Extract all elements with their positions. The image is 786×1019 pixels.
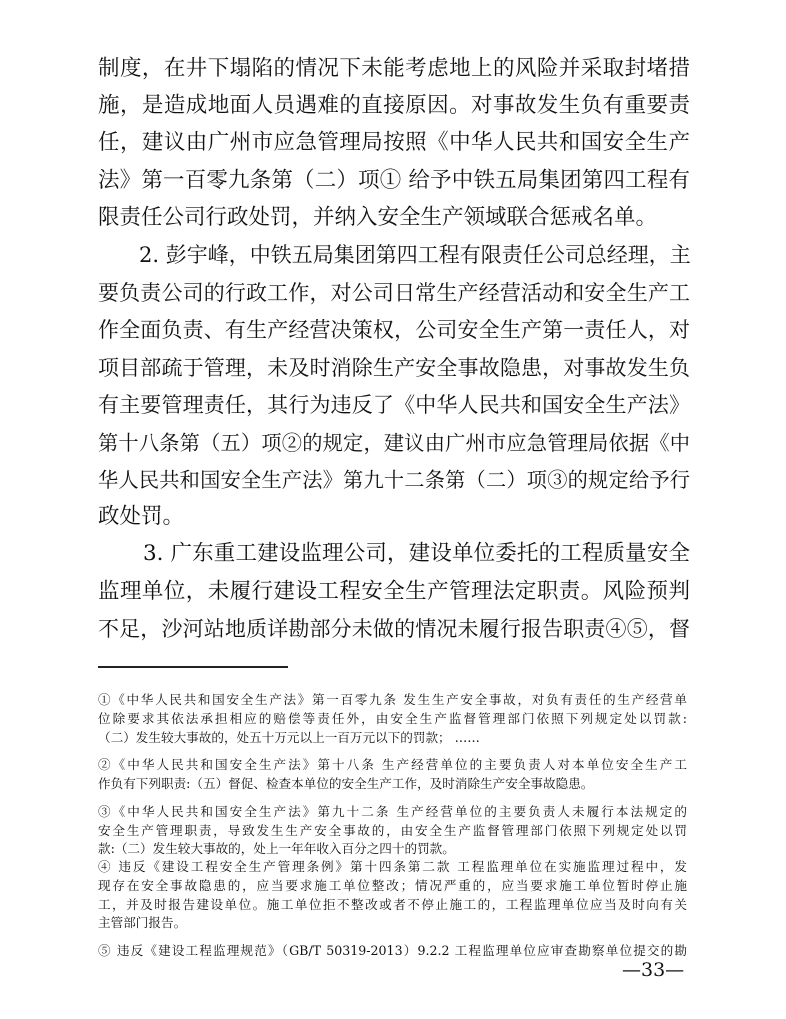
footnote-line: ②《中华人民共和国安全生产法》第十八条 生产经营单位的主要负责人对本单位安全生产工 (98, 757, 687, 772)
footnote-line: 工，并及时报告建设单位。施工单位拒不整改或者不停止施工的，工程监理单位应当及时向有关 (98, 897, 687, 912)
body-text-line: 2. 彭宇峰，中铁五局集团第四工程有限责任公司总经理，主 (139, 243, 691, 267)
body-text-line: 华人民共和国安全生产法》第九十二条第（二）项③的规定给予行 (98, 468, 690, 492)
footnote-line: 作负有下列职责:（五）督促、检查本单位的安全生产工作，及时消除生产安全事故隐患。 (98, 776, 594, 791)
body-text-line: 制度，在井下塌陷的情况下未能考虑地上的风险并采取封堵措 (98, 56, 690, 81)
footnote-line: ⑤ 违反《建设工程监理规范》（GB/T 50319-2013）9.2.2 工程监理单位应审查勘察单位提交的勘 (98, 943, 687, 958)
footnote-line: 主管部门报告。 (98, 915, 187, 930)
body-text-line: 施，是造成地面人员遇难的直接原因。对事故发生负有重要责 (98, 93, 690, 118)
footnote-line: ①《中华人民共和国安全生产法》第一百零九条 发生生产安全事故，对负有责任的生产经营单 (98, 692, 687, 707)
body-text-line: 政处罚。 (98, 504, 185, 529)
body-text-line: 有主要管理责任，其行为违反了《中华人民共和国安全生产法》 (98, 393, 690, 417)
body-text-line: 第十八条第（五）项②的规定，建议由广州市应急管理局依据《中 (98, 431, 690, 455)
footnote-line: 款:（二）发生较大事故的，处上一年年收入百分之四十的罚款。 (98, 841, 455, 856)
body-text-line: 项目部疏于管理，未及时消除生产安全事故隐患，对事故发生负 (98, 356, 690, 380)
body-text-line: 法》第一百零九条第（二）项① 给予中铁五局集团第四工程有 (98, 168, 690, 193)
footnote-line: ④ 违反《建设工程安全生产管理条例》第十四条第二款 工程监理单位在实施监理过程中，发 (98, 859, 687, 874)
body-text-line: 监理单位，未履行建设工程安全生产管理法定职责。风险预判 (98, 579, 690, 604)
body-text-line: 3. 广东重工建设监理公司，建设单位委托的工程质量安全 (143, 541, 690, 566)
footnote-line: ③《中华人民共和国安全生产法》第九十二条 生产经营单位的主要负责人未履行本法规定的 (98, 804, 687, 819)
page-number: —33— (622, 959, 685, 981)
footnote-line: 安全生产管理职责，导致发生生产安全事故的，由安全生产监督管理部门依照下列规定处以罚 (98, 823, 687, 838)
body-text-line: 限责任公司行政处罚，并纳入安全生产领域联合惩戒名单。 (98, 205, 658, 230)
body-text-line: 要负责公司的行政工作，对公司日常生产经营活动和安全生产工 (98, 281, 690, 305)
footnote-line: 位除要求其依法承担相应的赔偿等责任外，由安全生产监督管理部门依照下列规定处以罚款: (98, 711, 687, 726)
body-text-line: 不足，沙河站地质详勘部分未做的情况未履行报告职责④⑤，督 (98, 617, 690, 641)
body-text-line: 任，建议由广州市应急管理局按照《中华人民共和国安全生产 (98, 130, 690, 155)
body-text-line: 作全面负责、有生产经营决策权，公司安全生产第一责任人，对 (98, 318, 690, 342)
footnote-separator (98, 666, 288, 668)
footnote-line: （二）发生较大事故的，处五十万元以上一百万元以下的罚款； …… (98, 730, 480, 745)
footnote-line: 现存在安全事故隐患的，应当要求施工单位整改；情况严重的，应当要求施工单位暂时停止施 (98, 878, 687, 893)
